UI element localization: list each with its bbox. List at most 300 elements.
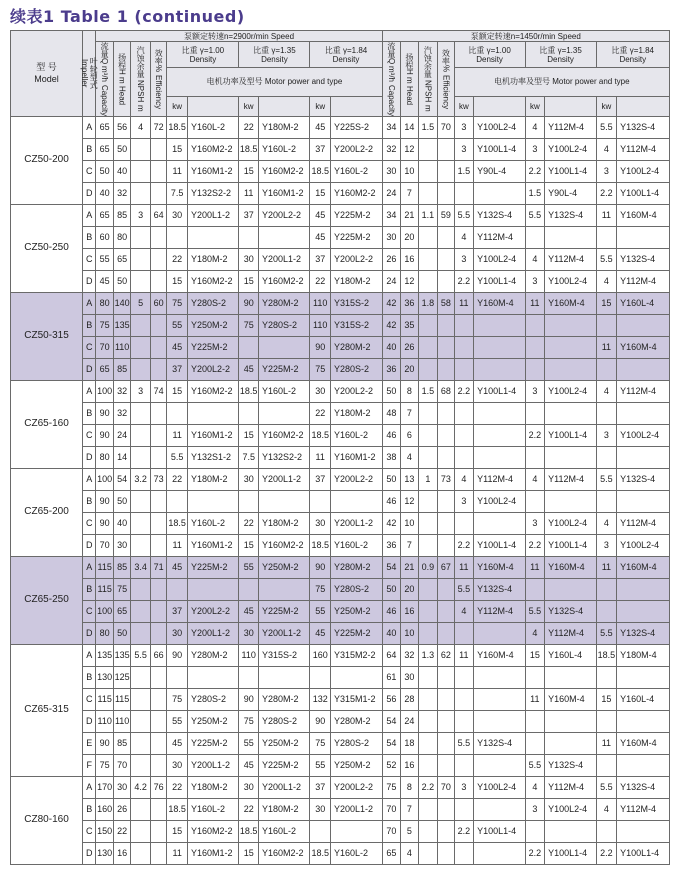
head-1450-cell: 10 bbox=[401, 160, 418, 182]
kw-184-1450-cell: 11 bbox=[596, 336, 617, 358]
efficiency-1450-cell: 68 bbox=[438, 380, 454, 402]
kw-184-1450-cell: 5.5 bbox=[596, 116, 617, 138]
motor-100-1450-cell bbox=[474, 666, 525, 688]
table-row bbox=[11, 820, 670, 842]
npsh-header-unit: NPSH bbox=[423, 80, 433, 103]
kw-100-cell: 5.5 bbox=[167, 446, 188, 468]
motor-184-1450-cell: Y100L2-4 bbox=[617, 534, 670, 556]
capacity-1450-cell: 50 bbox=[382, 380, 401, 402]
motor-184-cell: Y315S-2 bbox=[331, 292, 383, 314]
head-cell: 115 bbox=[113, 688, 130, 710]
kw-184-cell: 110 bbox=[310, 292, 331, 314]
efficiency-cell bbox=[150, 512, 166, 534]
kw-blank bbox=[617, 96, 670, 116]
impeller-cell: C bbox=[83, 600, 96, 622]
kw-184-1450-cell: 4 bbox=[596, 380, 617, 402]
motor-135-1450-cell: Y160L-4 bbox=[545, 644, 596, 666]
npsh-1450-cell: 2.2 bbox=[418, 776, 438, 798]
kw-135-1450-cell: 5.5 bbox=[525, 754, 545, 776]
kw-184-cell bbox=[310, 666, 331, 688]
motor-184-1450-cell: Y112M-4 bbox=[617, 380, 670, 402]
motor-184-1450-cell bbox=[617, 402, 670, 424]
motor-100-1450-cell bbox=[474, 358, 525, 380]
impeller-cell: B bbox=[83, 798, 96, 820]
motor-100-1450-cell: Y112M-4 bbox=[474, 600, 525, 622]
head-cell: 32 bbox=[113, 380, 130, 402]
kw-100-cell: 45 bbox=[167, 336, 188, 358]
kw-100-cell: 22 bbox=[167, 248, 188, 270]
kw-100-1450-cell bbox=[454, 182, 474, 204]
kw-135-cell: 18.5 bbox=[239, 380, 259, 402]
motor-135-cell bbox=[258, 666, 309, 688]
motor-135-1450-cell: Y160M-4 bbox=[545, 556, 596, 578]
kw-135-cell bbox=[239, 402, 259, 424]
impeller-cell: D bbox=[83, 622, 96, 644]
motor-135-1450-cell: Y100L2-4 bbox=[545, 138, 596, 160]
density-100-header-2 bbox=[454, 42, 525, 68]
npsh-header bbox=[131, 42, 151, 117]
npsh-cell bbox=[131, 688, 151, 710]
npsh-cell bbox=[131, 336, 151, 358]
motor-100-cell: Y180M-2 bbox=[187, 468, 238, 490]
kw-184-cell: 45 bbox=[310, 116, 331, 138]
efficiency-cell bbox=[150, 798, 166, 820]
kw-135-cell: 15 bbox=[239, 534, 259, 556]
motor-100-cell bbox=[187, 226, 238, 248]
table-row bbox=[11, 754, 670, 776]
motor-135-1450-cell bbox=[545, 358, 596, 380]
density-en-label: Density bbox=[619, 54, 647, 64]
efficiency-1450-cell bbox=[438, 710, 454, 732]
npsh-cell: 3.4 bbox=[131, 556, 151, 578]
head-cell: 125 bbox=[113, 666, 130, 688]
head-cell: 26 bbox=[113, 798, 130, 820]
efficiency-1450-cell bbox=[438, 688, 454, 710]
kw-header: kw bbox=[525, 96, 545, 116]
head-header-cn: 扬程H bbox=[117, 52, 127, 75]
kw-100-1450-cell: 3 bbox=[454, 116, 474, 138]
kw-184-cell: 11 bbox=[310, 446, 331, 468]
motor-100-cell: Y180M-2 bbox=[187, 776, 238, 798]
motor-135-1450-cell: Y112M-4 bbox=[545, 248, 596, 270]
table-row bbox=[11, 710, 670, 732]
model-cell: CZ50-315 bbox=[11, 292, 83, 380]
capacity-1450-cell: 54 bbox=[382, 732, 401, 754]
motor-135-1450-cell bbox=[545, 732, 596, 754]
efficiency-cell bbox=[150, 578, 166, 600]
efficiency-1450-cell bbox=[438, 446, 454, 468]
kw-184-cell: 132 bbox=[310, 688, 331, 710]
motor-135-1450-cell: Y100L2-4 bbox=[545, 380, 596, 402]
efficiency-1450-cell bbox=[438, 160, 454, 182]
efficiency-1450-cell bbox=[438, 314, 454, 336]
motor-100-cell: Y160M2-2 bbox=[187, 270, 238, 292]
kw-135-cell: 30 bbox=[239, 622, 259, 644]
capacity-cell: 100 bbox=[96, 380, 113, 402]
efficiency-1450-cell: 70 bbox=[438, 776, 454, 798]
density-184-label: 比重 γ=1.84 bbox=[324, 45, 368, 55]
motor-135-cell: Y160L-2 bbox=[258, 138, 309, 160]
efficiency-cell: 60 bbox=[150, 292, 166, 314]
motor-184-cell: Y160M1-2 bbox=[331, 446, 383, 468]
motor-100-cell: Y160M1-2 bbox=[187, 842, 238, 864]
motor-135-cell bbox=[258, 490, 309, 512]
kw-135-1450-cell: 11 bbox=[525, 292, 545, 314]
impeller-cell: A bbox=[83, 468, 96, 490]
head-1450-cell: 16 bbox=[401, 600, 418, 622]
kw-135-1450-cell: 2.2 bbox=[525, 534, 545, 556]
kw-100-1450-cell: 4 bbox=[454, 600, 474, 622]
npsh-cell bbox=[131, 622, 151, 644]
head-1450-cell: 7 bbox=[401, 402, 418, 424]
kw-135-cell: 110 bbox=[239, 644, 259, 666]
npsh-1450-cell: 1.1 bbox=[418, 204, 438, 226]
npsh-cell bbox=[131, 820, 151, 842]
impeller-cell: D bbox=[83, 534, 96, 556]
npsh-1450-cell: 1.3 bbox=[418, 644, 438, 666]
motor-135-1450-cell bbox=[545, 336, 596, 358]
table-row bbox=[11, 116, 670, 138]
capacity-1450-cell: 54 bbox=[382, 710, 401, 732]
motor-100-1450-cell bbox=[474, 622, 525, 644]
impeller-cell: B bbox=[83, 666, 96, 688]
kw-100-cell: 30 bbox=[167, 204, 188, 226]
motor-135-1450-cell: Y132S-4 bbox=[545, 754, 596, 776]
model-cell: CZ50-200 bbox=[11, 116, 83, 204]
npsh-cell bbox=[131, 842, 151, 864]
capacity-cell: 100 bbox=[96, 600, 113, 622]
head-1450-cell: 4 bbox=[401, 842, 418, 864]
motor-184-cell: Y160L-2 bbox=[331, 534, 383, 556]
motor-100-1450-cell: Y160M-4 bbox=[474, 292, 525, 314]
head-1450-cell: 7 bbox=[401, 534, 418, 556]
kw-135-1450-cell bbox=[525, 666, 545, 688]
kw-135-cell bbox=[239, 336, 259, 358]
kw-100-cell bbox=[167, 490, 188, 512]
head-cell: 32 bbox=[113, 182, 130, 204]
model-cell: CZ65-200 bbox=[11, 468, 83, 556]
kw-135-cell: 90 bbox=[239, 688, 259, 710]
motor-184-cell: Y160L-2 bbox=[331, 842, 383, 864]
head-cell: 22 bbox=[113, 820, 130, 842]
npsh-1450-cell bbox=[418, 754, 438, 776]
kw-100-cell: 22 bbox=[167, 468, 188, 490]
kw-135-cell: 30 bbox=[239, 248, 259, 270]
capacity-1450-cell: 50 bbox=[382, 578, 401, 600]
motor-184-cell: Y250M-2 bbox=[331, 600, 383, 622]
kw-135-1450-cell bbox=[525, 732, 545, 754]
density-135-label: 比重 γ=1.35 bbox=[253, 45, 296, 55]
npsh-cell bbox=[131, 424, 151, 446]
density-en-label: Density bbox=[261, 54, 288, 64]
motor-100-cell: Y132S2-2 bbox=[187, 182, 238, 204]
kw-184-cell: 30 bbox=[310, 798, 331, 820]
kw-184-1450-cell: 18.5 bbox=[596, 644, 617, 666]
kw-184-1450-cell: 5.5 bbox=[596, 622, 617, 644]
npsh-cell bbox=[131, 512, 151, 534]
kw-184-1450-cell bbox=[596, 666, 617, 688]
motor-header: 电机功率及型号 Motor power and type bbox=[167, 68, 382, 97]
motor-184-1450-cell: Y100L1-4 bbox=[617, 842, 670, 864]
head-cell: 40 bbox=[113, 160, 130, 182]
efficiency-cell: 66 bbox=[150, 644, 166, 666]
motor-184-cell: Y280M-2 bbox=[331, 710, 383, 732]
npsh-cell bbox=[131, 490, 151, 512]
motor-100-cell: Y160L-2 bbox=[187, 512, 238, 534]
impeller-cell: B bbox=[83, 490, 96, 512]
kw-blank bbox=[545, 96, 596, 116]
efficiency-1450-cell bbox=[438, 336, 454, 358]
kw-184-1450-cell: 3 bbox=[596, 160, 617, 182]
efficiency-1450-cell bbox=[438, 248, 454, 270]
motor-100-1450-cell: Y100L1-4 bbox=[474, 534, 525, 556]
motor-135-cell: Y160L-2 bbox=[258, 820, 309, 842]
efficiency-1450-cell bbox=[438, 182, 454, 204]
capacity-header-unit: m³/h bbox=[386, 66, 396, 83]
kw-184-cell: 110 bbox=[310, 314, 331, 336]
kw-100-1450-cell: 2.2 bbox=[454, 820, 474, 842]
npsh-header-2 bbox=[418, 42, 438, 117]
kw-100-cell: 37 bbox=[167, 358, 188, 380]
impeller-cell: C bbox=[83, 160, 96, 182]
kw-135-cell: 30 bbox=[239, 468, 259, 490]
head-1450-cell: 16 bbox=[401, 248, 418, 270]
efficiency-header-en: Efficiency bbox=[441, 74, 451, 109]
impeller-cell: C bbox=[83, 336, 96, 358]
kw-135-cell: 7.5 bbox=[239, 446, 259, 468]
motor-184-1450-cell bbox=[617, 490, 670, 512]
motor-184-cell: Y225M-2 bbox=[331, 622, 383, 644]
motor-135-1450-cell: Y112M-4 bbox=[545, 776, 596, 798]
capacity-cell: 55 bbox=[96, 248, 113, 270]
capacity-1450-cell: 75 bbox=[382, 776, 401, 798]
motor-184-1450-cell: Y100L2-4 bbox=[617, 424, 670, 446]
head-1450-cell: 13 bbox=[401, 468, 418, 490]
head-1450-cell: 32 bbox=[401, 644, 418, 666]
kw-184-cell: 37 bbox=[310, 248, 331, 270]
impeller-cell: C bbox=[83, 688, 96, 710]
motor-184-1450-cell: Y112M-4 bbox=[617, 270, 670, 292]
kw-135-1450-cell: 11 bbox=[525, 688, 545, 710]
kw-100-cell: 11 bbox=[167, 534, 188, 556]
density-en-label: Density bbox=[476, 54, 503, 64]
kw-184-cell: 90 bbox=[310, 710, 331, 732]
motor-135-1450-cell: Y100L2-4 bbox=[545, 270, 596, 292]
efficiency-cell bbox=[150, 314, 166, 336]
motor-184-1450-cell: Y132S-4 bbox=[617, 468, 670, 490]
motor-100-cell: Y225M-2 bbox=[187, 732, 238, 754]
motor-100-1450-cell: Y132S-4 bbox=[474, 732, 525, 754]
kw-135-1450-cell: 3 bbox=[525, 138, 545, 160]
motor-184-cell bbox=[331, 490, 383, 512]
density-135-header bbox=[239, 42, 310, 68]
kw-184-cell: 45 bbox=[310, 204, 331, 226]
efficiency-cell: 76 bbox=[150, 776, 166, 798]
capacity-1450-cell: 24 bbox=[382, 182, 401, 204]
head-cell: 65 bbox=[113, 600, 130, 622]
npsh-1450-cell bbox=[418, 732, 438, 754]
kw-184-cell: 45 bbox=[310, 226, 331, 248]
table-row bbox=[11, 534, 670, 556]
kw-184-cell: 30 bbox=[310, 380, 331, 402]
motor-100-cell bbox=[187, 402, 238, 424]
efficiency-1450-cell bbox=[438, 358, 454, 380]
efficiency-header-cn: 效率% bbox=[441, 49, 451, 73]
motor-135-1450-cell bbox=[545, 446, 596, 468]
npsh-1450-cell bbox=[418, 490, 438, 512]
motor-135-1450-cell: Y100L1-4 bbox=[545, 534, 596, 556]
capacity-1450-cell: 26 bbox=[382, 248, 401, 270]
motor-135-cell: Y250M-2 bbox=[258, 556, 309, 578]
head-cell: 110 bbox=[113, 336, 130, 358]
model-cell: CZ80-160 bbox=[11, 776, 83, 864]
kw-100-1450-cell: 1.5 bbox=[454, 160, 474, 182]
motor-135-cell bbox=[258, 578, 309, 600]
motor-100-1450-cell: Y100L1-4 bbox=[474, 380, 525, 402]
efficiency-1450-cell: 62 bbox=[438, 644, 454, 666]
kw-100-cell: 30 bbox=[167, 622, 188, 644]
npsh-1450-cell bbox=[418, 182, 438, 204]
kw-100-1450-cell: 4 bbox=[454, 226, 474, 248]
capacity-cell: 110 bbox=[96, 710, 113, 732]
motor-135-cell: Y250M-2 bbox=[258, 732, 309, 754]
head-1450-cell: 36 bbox=[401, 292, 418, 314]
kw-184-cell: 22 bbox=[310, 270, 331, 292]
motor-135-1450-cell bbox=[545, 820, 596, 842]
capacity-cell: 75 bbox=[96, 314, 113, 336]
motor-135-1450-cell bbox=[545, 314, 596, 336]
motor-135-cell bbox=[258, 226, 309, 248]
motor-184-1450-cell: Y112M-4 bbox=[617, 138, 670, 160]
motor-135-1450-cell bbox=[545, 490, 596, 512]
efficiency-1450-cell bbox=[438, 820, 454, 842]
motor-184-cell: Y200L2-2 bbox=[331, 468, 383, 490]
motor-135-cell: Y160M1-2 bbox=[258, 182, 309, 204]
kw-184-cell: 37 bbox=[310, 138, 331, 160]
capacity-cell: 90 bbox=[96, 732, 113, 754]
table-row bbox=[11, 336, 670, 358]
efficiency-cell bbox=[150, 842, 166, 864]
kw-100-1450-cell bbox=[454, 622, 474, 644]
capacity-cell: 80 bbox=[96, 622, 113, 644]
motor-135-cell: Y160M2-2 bbox=[258, 534, 309, 556]
capacity-cell: 115 bbox=[96, 688, 113, 710]
kw-100-1450-cell: 3 bbox=[454, 490, 474, 512]
motor-135-cell bbox=[258, 402, 309, 424]
kw-184-cell: 18.5 bbox=[310, 534, 331, 556]
motor-100-cell: Y280M-2 bbox=[187, 644, 238, 666]
kw-100-cell: 11 bbox=[167, 160, 188, 182]
kw-135-cell bbox=[239, 490, 259, 512]
head-cell: 50 bbox=[113, 270, 130, 292]
npsh-cell: 3.2 bbox=[131, 468, 151, 490]
kw-135-cell: 11 bbox=[239, 182, 259, 204]
kw-100-1450-cell: 5.5 bbox=[454, 578, 474, 600]
motor-184-1450-cell: Y112M-4 bbox=[617, 512, 670, 534]
kw-184-cell: 15 bbox=[310, 182, 331, 204]
motor-184-1450-cell bbox=[617, 226, 670, 248]
capacity-cell: 45 bbox=[96, 270, 113, 292]
head-1450-cell: 30 bbox=[401, 666, 418, 688]
kw-100-1450-cell: 11 bbox=[454, 292, 474, 314]
kw-184-1450-cell bbox=[596, 446, 617, 468]
impeller-cell: B bbox=[83, 138, 96, 160]
kw-184-1450-cell bbox=[596, 754, 617, 776]
kw-135-cell: 55 bbox=[239, 556, 259, 578]
capacity-1450-cell: 61 bbox=[382, 666, 401, 688]
npsh-1450-cell bbox=[418, 160, 438, 182]
capacity-cell: 60 bbox=[96, 226, 113, 248]
motor-100-1450-cell: Y100L1-4 bbox=[474, 820, 525, 842]
efficiency-cell bbox=[150, 600, 166, 622]
efficiency-cell bbox=[150, 534, 166, 556]
kw-135-cell: 90 bbox=[239, 292, 259, 314]
motor-100-1450-cell: Y132S-4 bbox=[474, 578, 525, 600]
density-184-header-2 bbox=[596, 42, 669, 68]
table-row bbox=[11, 204, 670, 226]
motor-100-cell bbox=[187, 666, 238, 688]
table-row bbox=[11, 314, 670, 336]
kw-184-cell: 75 bbox=[310, 578, 331, 600]
head-cell: 24 bbox=[113, 424, 130, 446]
impeller-cell: D bbox=[83, 182, 96, 204]
motor-135-1450-cell: Y132S-4 bbox=[545, 600, 596, 622]
kw-135-cell: 22 bbox=[239, 512, 259, 534]
npsh-1450-cell: 1.5 bbox=[418, 380, 438, 402]
kw-135-1450-cell: 11 bbox=[525, 556, 545, 578]
npsh-cell bbox=[131, 226, 151, 248]
table-row bbox=[11, 644, 670, 666]
head-header-2 bbox=[401, 42, 418, 117]
kw-135-1450-cell bbox=[525, 820, 545, 842]
kw-135-cell: 30 bbox=[239, 776, 259, 798]
kw-135-1450-cell: 5.5 bbox=[525, 204, 545, 226]
impeller-header-en: Impeller bbox=[80, 59, 90, 88]
motor-100-1450-cell: Y160M-4 bbox=[474, 644, 525, 666]
head-1450-cell: 4 bbox=[401, 446, 418, 468]
motor-100-cell: Y250M-2 bbox=[187, 314, 238, 336]
motor-184-cell: Y200L1-2 bbox=[331, 512, 383, 534]
motor-184-1450-cell bbox=[617, 820, 670, 842]
head-cell: 85 bbox=[113, 358, 130, 380]
motor-184-1450-cell: Y160L-4 bbox=[617, 688, 670, 710]
motor-184-cell: Y280S-2 bbox=[331, 578, 383, 600]
motor-100-1450-cell: Y100L2-4 bbox=[474, 116, 525, 138]
capacity-header-2 bbox=[382, 42, 401, 117]
efficiency-1450-cell: 59 bbox=[438, 204, 454, 226]
efficiency-cell: 71 bbox=[150, 556, 166, 578]
motor-135-1450-cell: Y112M-4 bbox=[545, 468, 596, 490]
kw-header: kw bbox=[454, 96, 474, 116]
motor-184-1450-cell bbox=[617, 578, 670, 600]
motor-100-cell: Y200L1-2 bbox=[187, 622, 238, 644]
table-row bbox=[11, 446, 670, 468]
table-row bbox=[11, 688, 670, 710]
npsh-1450-cell bbox=[418, 446, 438, 468]
kw-100-1450-cell bbox=[454, 842, 474, 864]
motor-184-1450-cell: Y100L1-4 bbox=[617, 182, 670, 204]
kw-100-cell bbox=[167, 666, 188, 688]
capacity-cell: 75 bbox=[96, 754, 113, 776]
motor-135-1450-cell: Y100L2-4 bbox=[545, 798, 596, 820]
npsh-cell bbox=[131, 270, 151, 292]
efficiency-cell bbox=[150, 710, 166, 732]
capacity-cell: 135 bbox=[96, 644, 113, 666]
kw-blank bbox=[331, 96, 383, 116]
impeller-cell: B bbox=[83, 578, 96, 600]
capacity-1450-cell: 70 bbox=[382, 798, 401, 820]
npsh-cell bbox=[131, 402, 151, 424]
